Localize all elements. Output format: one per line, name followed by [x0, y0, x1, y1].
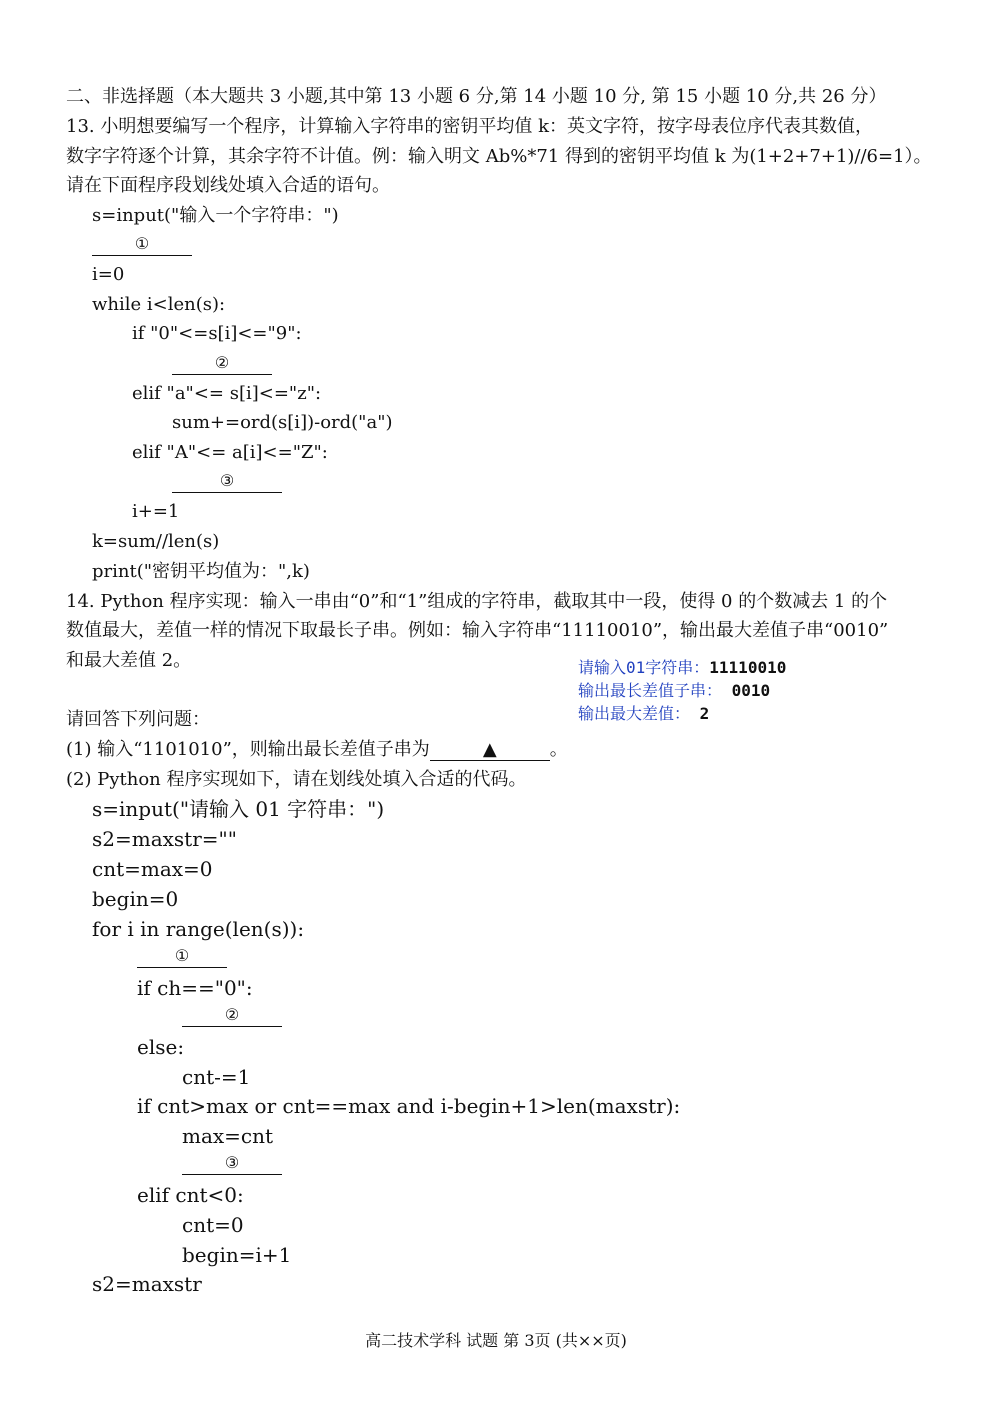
sub1-end: 。 — [549, 739, 568, 760]
q14-stem-line-1: 14. Python 程序实现：输入一串由“0”和“1”组成的字符串，截取其中一段，使得 0 的个数减去 1 的个 — [66, 591, 888, 612]
q13-code-line: i=0 — [92, 264, 125, 285]
console-label: 输出最大差值： — [578, 704, 691, 723]
q14-code-line: cnt=max=0 — [92, 857, 213, 881]
page-footer: 高二技术学科 试题 第 3页 (共××页) — [365, 1331, 627, 1350]
q14-blank-3[interactable]: ③ — [182, 1152, 282, 1175]
q14-code-line: elif cnt<0: — [137, 1183, 244, 1207]
q13-code-line: sum+=ord(s[i])-ord("a") — [172, 412, 393, 433]
sub1-text: (1) 输入“1101010”，则输出最长差值子串为 — [66, 739, 430, 760]
console-value: 2 — [699, 704, 710, 723]
console-output-sample — [578, 656, 786, 725]
q14-code-line: cnt-=1 — [182, 1065, 251, 1089]
q14-code-line: s2=maxstr="" — [92, 827, 237, 851]
q14-code-line: begin=i+1 — [182, 1243, 292, 1267]
console-value: 11110010 — [709, 658, 787, 677]
q14-sub-question-2: (2) Python 程序实现如下，请在划线处填入合适的代码。 — [66, 769, 527, 790]
q14-blank-2[interactable]: ② — [182, 1004, 282, 1027]
q13-code-line: elif "A"<= a[i]<="Z": — [132, 442, 328, 463]
q14-code-line: for i in range(len(s)): — [92, 917, 305, 941]
console-line-3 — [578, 702, 786, 725]
q14-code-line: max=cnt — [182, 1124, 274, 1148]
q13-code-line: print("密钥平均值为：",k) — [92, 561, 310, 582]
q13-code-line: elif "a"<= s[i]<="z": — [132, 383, 322, 404]
q13-blank-1[interactable]: ① — [92, 233, 192, 256]
q14-stem-line-2: 数值最大，差值一样的情况下取最长子串。例如：输入字符串“11110010”，输出最大差值子串“0010” — [66, 620, 889, 641]
console-line-2 — [578, 679, 786, 702]
q14-code-line: else: — [137, 1035, 185, 1059]
q14-code-line: s=input("请输入 01 字符串：") — [92, 797, 385, 821]
console-value: 0010 — [731, 681, 771, 700]
sub1-answer-blank[interactable]: ▲ — [430, 740, 550, 761]
q14-code-line: s2=maxstr — [92, 1272, 202, 1296]
q14-prompt: 请回答下列问题： — [66, 709, 210, 730]
q13-stem-line-1: 13. 小明想要编写一个程序，计算输入字符串的密钥平均值 k：英文字符，按字母表位序代表其数值， — [66, 116, 873, 137]
q13-blank-2[interactable]: ② — [172, 352, 272, 375]
console-label: 输出最长差值子串： — [578, 681, 723, 700]
q14-blank-1[interactable]: ① — [137, 945, 227, 968]
q13-blank-3[interactable]: ③ — [172, 470, 282, 493]
q14-code-line: begin=0 — [92, 887, 179, 911]
q14-code-line: if ch=="0": — [137, 976, 253, 1000]
console-line-1 — [578, 656, 786, 679]
console-label: 请输入01字符串： — [578, 658, 710, 677]
q14-code-line: cnt=0 — [182, 1213, 244, 1237]
q13-code-line: i+=1 — [132, 501, 180, 522]
q14-stem-line-3: 和最大差值 2。 — [66, 650, 192, 671]
q13-stem-line-2: 数字字符逐个计算，其余字符不计值。例：输入明文 Ab%*71 得到的密钥平均值 k 为(1+2+7+1)//6=1）。 — [66, 146, 932, 167]
q13-code-line: if "0"<=s[i]<="9": — [132, 323, 302, 344]
q14-sub-question-1 — [66, 738, 568, 762]
q13-code-line: k=sum//len(s) — [92, 531, 220, 552]
q13-stem-line-3: 请在下面程序段划线处填入合适的语句。 — [66, 175, 390, 196]
section-header: 二、非选择题（本大题共 3 小题,其中第 13 小题 6 分,第 14 小题 10 分, 第 15 小题 10 分,共 26 分） — [66, 86, 887, 107]
q14-code-line: if cnt>max or cnt==max and i-begin+1>len(maxstr): — [137, 1094, 681, 1118]
q13-code-line: s=input("输入一个字符串：") — [92, 205, 339, 226]
q13-code-line: while i<len(s): — [92, 294, 226, 315]
